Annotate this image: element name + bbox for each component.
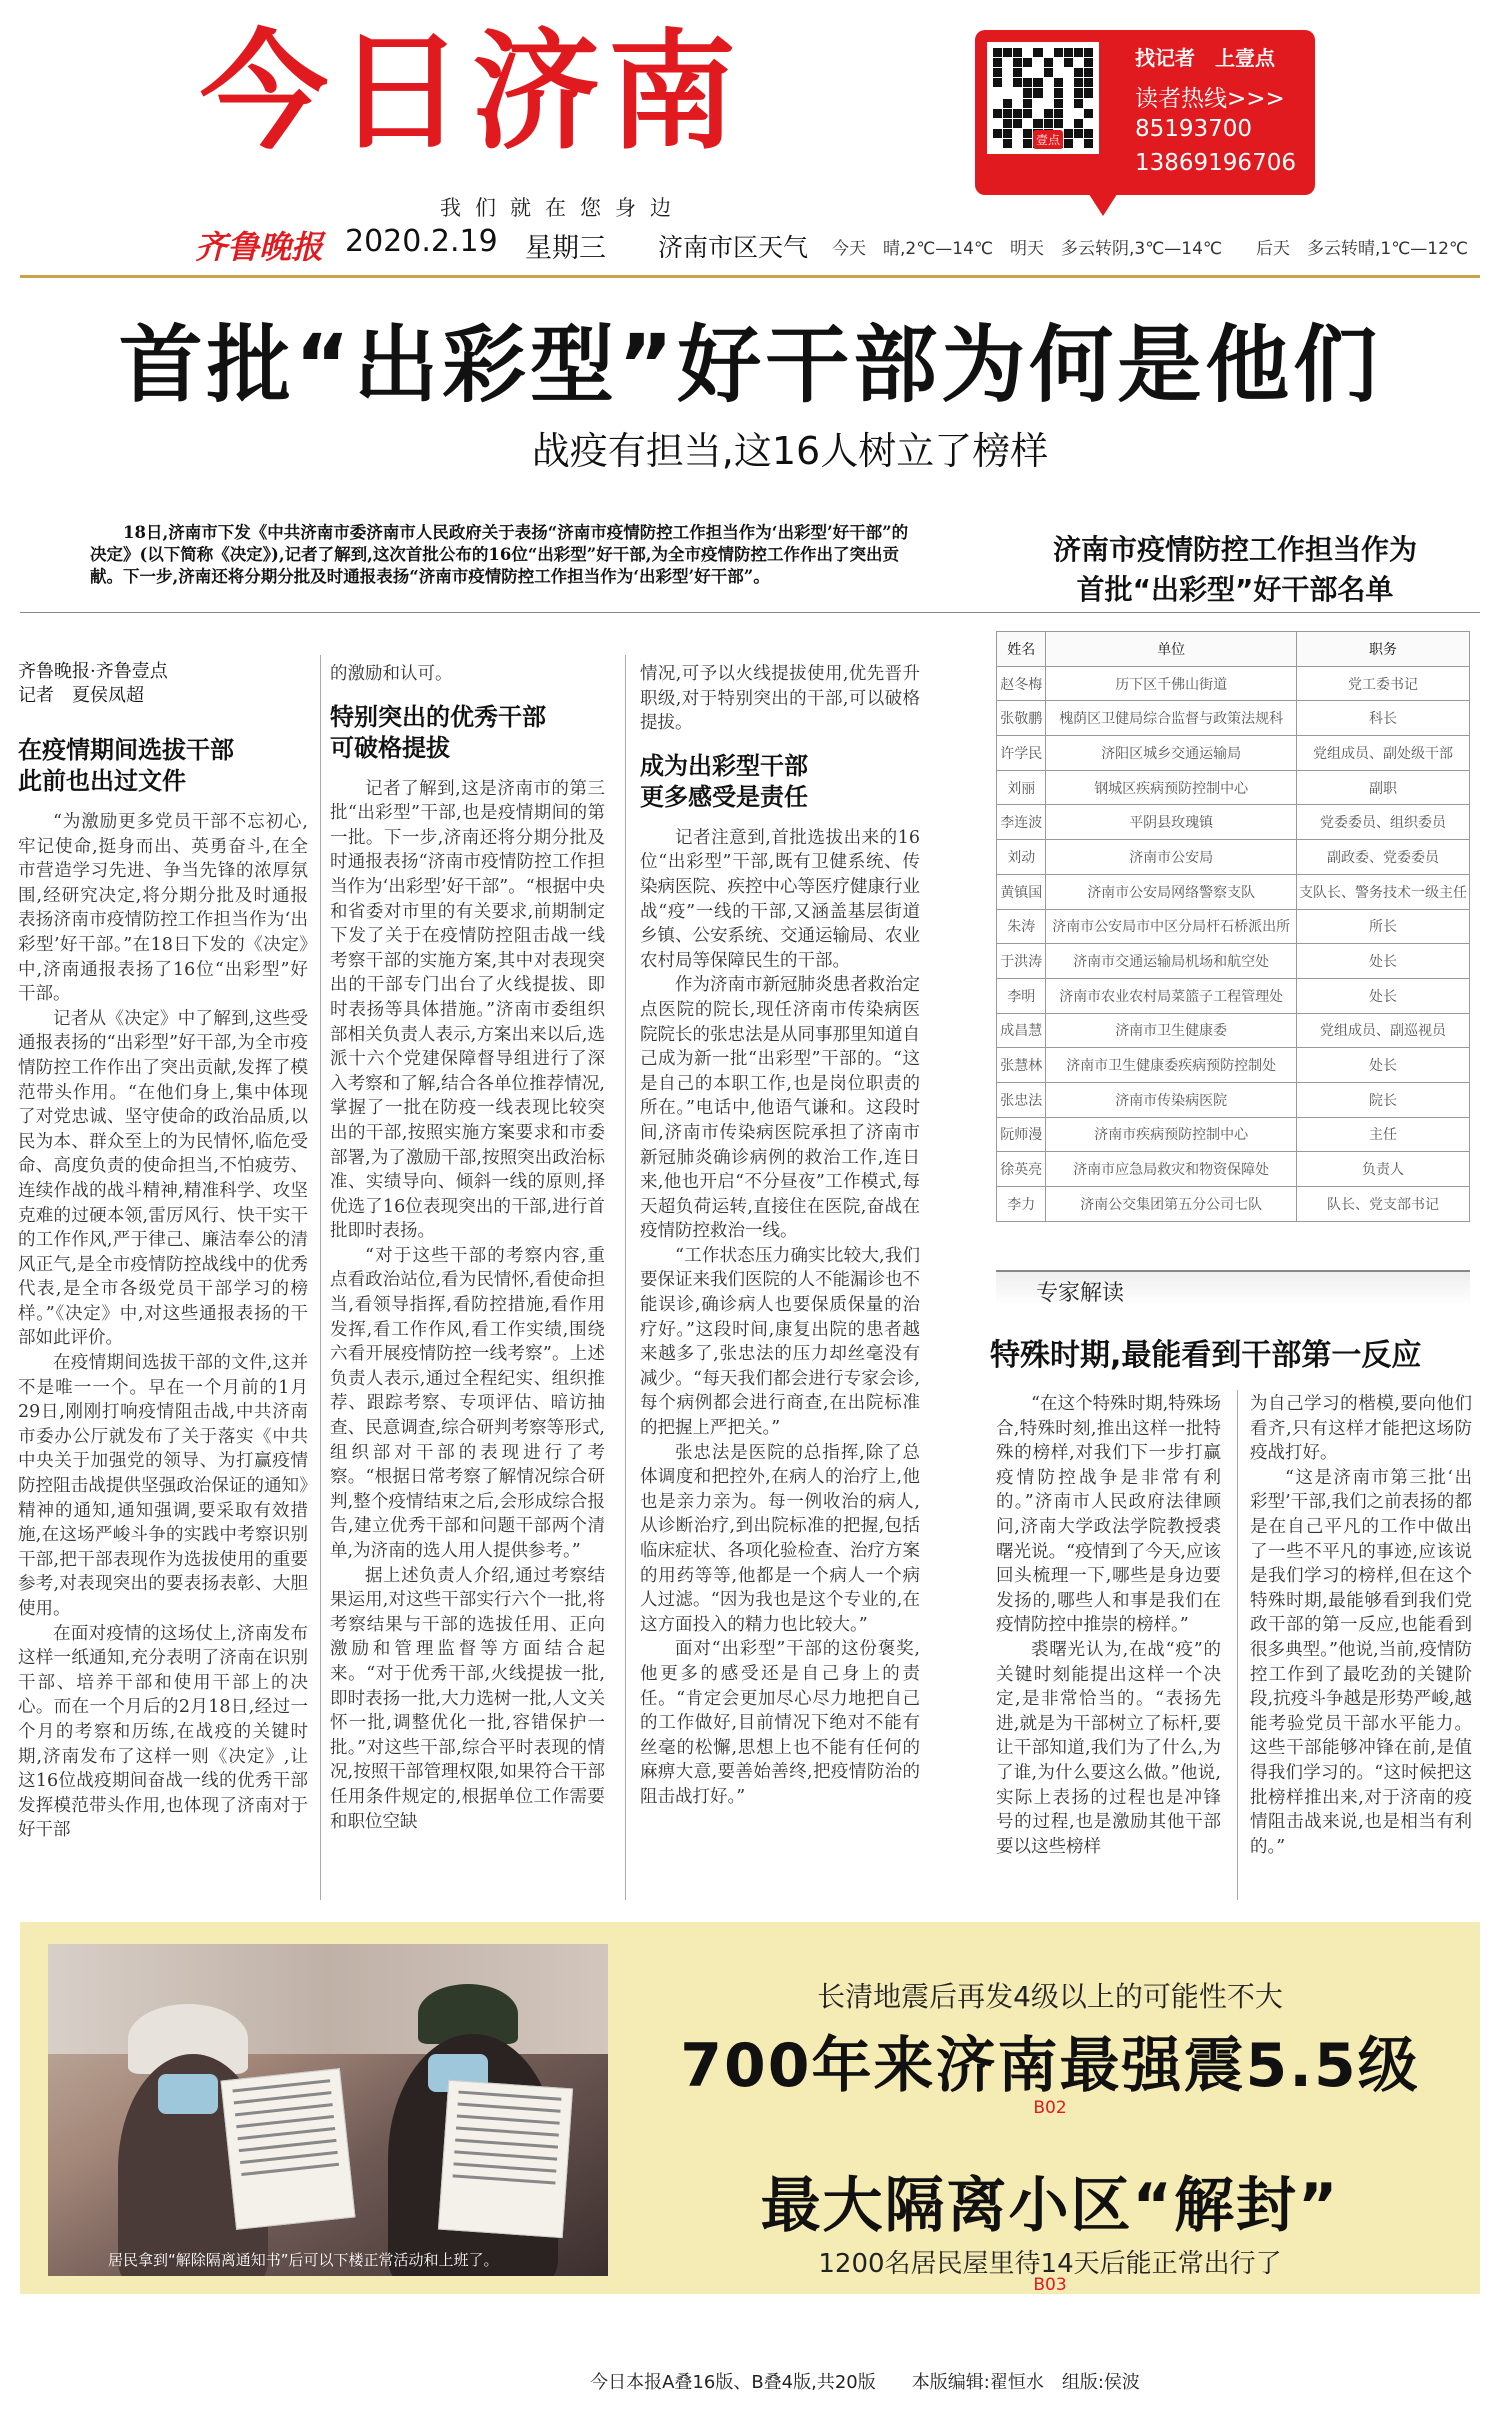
article-column-2 bbox=[330, 662, 605, 1900]
speech-tail bbox=[1085, 188, 1121, 216]
paragraph: 裘曙光认为,在战“疫”的关键时刻能提出这样一个决定,是非常恰当的。“表扬先进,就是为干部树立了标杆,要让干部知道,我们为了什么,为了谁,为什么要这么做。”他说,实际上表扬的过程也是冲锋号的过程,也是激励其他干部要以这些榜样 bbox=[996, 1639, 1221, 1857]
article-intro: 18日,济南市下发《中共济南市委济南市人民政府关于表扬“济南市疫情防控工作担当作为‘出彩型’好干部”的决定》(以下简称《决定》),记者了解到,这次首批公布的16位“出彩型”好干部,为全市疫情防控工作作出了突出贡献。下一步,济南还将分期分批及时通报表扬“济南市疫情防控工作担当作为‘出彩型’好干部”。 bbox=[90, 523, 909, 586]
unit-cell: 济南市传染病医院 bbox=[1046, 1082, 1297, 1117]
promo-2-title[interactable]: 最大隔离小区“解封” bbox=[760, 2171, 1340, 2241]
table-header-row bbox=[997, 632, 1470, 667]
name-cell: 李力 bbox=[997, 1187, 1046, 1222]
unit-cell: 济南市应急局救灾和物资保障处 bbox=[1046, 1152, 1297, 1187]
name-cell: 许学民 bbox=[997, 736, 1046, 771]
name-cell: 朱涛 bbox=[997, 909, 1046, 944]
promo-photo bbox=[48, 1944, 608, 2276]
promo-2-page: B03 bbox=[1033, 2275, 1067, 2295]
table-row bbox=[997, 978, 1470, 1013]
unit-cell: 济南市农业农村局菜篮子工程管理处 bbox=[1046, 978, 1297, 1013]
unit-cell: 济南市卫生健康委 bbox=[1046, 1013, 1297, 1048]
expert-column-left bbox=[996, 1392, 1221, 1902]
expert-tag-label: 专家解读 bbox=[1036, 1281, 1125, 1306]
notice-paper bbox=[438, 2080, 573, 2238]
position-cell: 党工委书记 bbox=[1296, 666, 1469, 701]
paragraph: “对于这些干部的考察内容,重点看政治站位,看为民情怀,看使命担当,看领导指挥,看防控措施,看作用发挥,看工作作风,看工作实绩,围绕六看开展疫情防控一线考察”。上述负责人表示,通过全程纪实、组织推荐、跟踪考察、专项评估、暗访抽查、民意调查,综合研判考察等形式,组织部对干部的表现进行了考察。“根据日常考察了解情况综合研判,整个疫情结束之后,会形成综合报告,建立优秀干部和问题干部两个清单,为济南的选人用人提供参考。” bbox=[330, 1245, 605, 1561]
position-cell: 处长 bbox=[1296, 944, 1469, 979]
unit-cell: 济南公交集团第五分公司七队 bbox=[1046, 1187, 1297, 1222]
paragraph: 记者了解到,这是济南市的第三批“出彩型”干部,也是疫情期间的第一批。下一步,济南还将分期分批及时通报表扬“济南市疫情防控工作担当作为‘出彩型’好干部”。“根据中央和省委对市里的有关要求,前期制定下发了关于在疫情防控阻击战一线考察干部的实施方案,其中对表现突出的干部专门出台了火线提拔、即时表扬等具体措施。”济南市委组织部相关负责人表示,方案出来以后,选派十六个党建保障督导组进行了深入考察和了解,结合各单位推荐情况,掌握了一批在防疫一线表现比较突出的干部,按照实施方案要求和市委部署,为了激励干部,按照突出政治标准、实绩导向、倾斜一线的原则,择优选了16位表现突出的干部,进行首批即时表扬。 bbox=[330, 778, 605, 1242]
paragraph: “为激励更多党员干部不忘初心,牢记使命,挺身而出、英勇奋斗,在全市营造学习先进、争当先锋的浓厚氛围,经研究决定,将分期分批及时通报表扬济南市疫情防控工作担当作为‘出彩型’好干部。”在18日下发的《决定》中,济南通报表扬了16位“出彩型”好干部。 bbox=[18, 812, 308, 1005]
column-rule bbox=[1237, 1390, 1238, 1900]
name-cell: 李明 bbox=[997, 978, 1046, 1013]
paragraph: 记者注意到,首批选拔出来的16位“出彩型”干部,既有卫健系统、传染病医院、疾控中心等医疗健康行业战“疫”一线的干部,又涵盖基层街道乡镇、公安系统、交通运输局、农业农村局等保障民生的干部。 bbox=[640, 827, 920, 971]
contact-tagline: 找记者 上壹点 bbox=[1135, 46, 1275, 70]
name-cell: 张忠法 bbox=[997, 1082, 1046, 1117]
unit-cell: 济南市公安局市中区分局杆石桥派出所 bbox=[1046, 909, 1297, 944]
weather-today: 今天 晴,2℃—14℃ bbox=[832, 239, 994, 259]
unit-cell: 济南市公安局网络警察支队 bbox=[1046, 874, 1297, 909]
table-row bbox=[997, 944, 1470, 979]
table-row bbox=[997, 1152, 1470, 1187]
issue-date: 2020.2.19 bbox=[345, 224, 498, 259]
table-row bbox=[997, 805, 1470, 840]
intro-divider bbox=[20, 612, 1480, 613]
table-row bbox=[997, 1013, 1470, 1048]
table-row bbox=[997, 770, 1470, 805]
table-row bbox=[997, 1117, 1470, 1152]
paragraph: 据上述负责人介绍,通过考察结果运用,对这些干部实行六个一批,将考察结果与干部的选拔任用、正向激励和管理监督等方面结合起来。“对于优秀干部,火线提拔一批,即时表扬一批,大力选树一批,人文关怀一批,调整优化一批,容错保护一批。”对这些干部,综合平时表现的情况,按照干部管理权限,如果符合干部任用条件规定的,根据单位工作需要和职位空缺 bbox=[330, 1565, 605, 1832]
paragraph: 在疫情期间选拔干部的文件,这并不是唯一一个。早在一个月前的1月29日,刚刚打响疫情阻击战,中共济南市委办公厅就发布了关于落实《中共中央关于加强党的领导、为打赢疫情防控阻击战提供坚强政治保证的通知》精神的通知,通知强调,要采取有效措施,在这场严峻斗争的实践中考察识别干部,把干部表现作为选拔使用的重要参考,对表现突出的要表扬表彰、大胆使用。 bbox=[18, 1353, 308, 1619]
position-cell: 科长 bbox=[1296, 701, 1469, 736]
promo-1-subtitle: 长清地震后再发4级以上的可能性不大 bbox=[817, 1980, 1283, 2013]
column-header: 职务 bbox=[1296, 632, 1469, 667]
table-row bbox=[997, 909, 1470, 944]
section-title-3: 成为出彩型干部 更多感受是责任 bbox=[640, 750, 808, 811]
unit-cell: 钢城区疾病预防控制中心 bbox=[1046, 770, 1297, 805]
name-cell: 徐英亮 bbox=[997, 1152, 1046, 1187]
position-cell: 队长、党支部书记 bbox=[1296, 1187, 1469, 1222]
photo-caption: 居民拿到“解除隔离通知书”后可以下楼正常活动和上班了。 bbox=[108, 2251, 499, 2269]
column-header: 姓名 bbox=[997, 632, 1046, 667]
table-row bbox=[997, 840, 1470, 875]
table-row bbox=[997, 1048, 1470, 1083]
table-row bbox=[997, 1187, 1470, 1222]
paragraph-continued: 的激励和认可。 bbox=[330, 664, 453, 684]
paragraph-continued: 为自己学习的楷模,要向他们看齐,只有这样才能把这场防疫战打好。 bbox=[1250, 1394, 1472, 1464]
contact-box bbox=[975, 30, 1315, 195]
position-cell: 负责人 bbox=[1296, 1152, 1469, 1187]
name-cell: 刘动 bbox=[997, 840, 1046, 875]
name-list-title: 济南市疫情防控工作担当作为 首批“出彩型”好干部名单 bbox=[1052, 533, 1417, 606]
main-subheadline: 战疫有担当,这16人树立了榜样 bbox=[531, 429, 1049, 473]
hotline-phone-1: 85193700 bbox=[1135, 116, 1253, 142]
paper-logo: 齐鲁晚报 bbox=[195, 228, 324, 266]
position-cell: 党委委员、组织委员 bbox=[1296, 805, 1469, 840]
paragraph-continued: 情况,可予以火线提拔使用,优先晋升职级,对于特别突出的干部,可以破格提拔。 bbox=[640, 664, 920, 734]
paragraph: 记者从《决定》中了解到,这些受通报表扬的“出彩型”好干部,为全市疫情防控工作作出了突出贡献,发挥了模范带头作用。“在他们身上,集中体现了对党忠诚、坚守使命的政治品质,以民为本、群众至上的为民情怀,临危受命、高度负责的使命担当,不怕疲劳、连续作战的战斗精神,精准科学、攻坚克难的过硬本领,雷厉风行、快干实干的工作作风,严于律己、廉洁奉公的清风正气,是全市疫情防控战线中的优秀代表,是全市各级党员干部学习的榜样。”《决定》中,对这些通报表扬的干部如此评价。 bbox=[18, 1008, 308, 1349]
qr-badge: 壹点 bbox=[1033, 130, 1063, 149]
paragraph: “在这个特殊时期,特殊场合,特殊时刻,推出这样一批特殊的榜样,对我们下一步打赢疫情防控战争是非常有利的。”济南市人民政府法律顾问,济南大学政法学院教授裘曙光说。“疫情到了今天,应该回头梳理一下,哪些是身边要发扬的,哪些人和事是我们在疫情防控中推崇的榜样。” bbox=[996, 1394, 1221, 1636]
name-cell: 李连波 bbox=[997, 805, 1046, 840]
article-column-3 bbox=[640, 662, 920, 1900]
position-cell: 处长 bbox=[1296, 1048, 1469, 1083]
position-cell: 院长 bbox=[1296, 1082, 1469, 1117]
masthead-title: 今日济南 bbox=[200, 18, 745, 167]
column-rule bbox=[625, 655, 626, 1900]
unit-cell: 济南市公安局 bbox=[1046, 840, 1297, 875]
position-cell: 副政委、党委委员 bbox=[1296, 840, 1469, 875]
position-cell: 副职 bbox=[1296, 770, 1469, 805]
weather-label: 济南市区天气 bbox=[658, 233, 809, 262]
position-cell: 处长 bbox=[1296, 978, 1469, 1013]
masthead-slogan: 我们就在您身边 bbox=[440, 196, 685, 220]
page-footer: 今日本报A叠16版、B叠4版,共20版 本版编辑:翟恒水 组版:侯波 bbox=[590, 2372, 1140, 2393]
hotline-phone-2: 13869196706 bbox=[1135, 150, 1296, 176]
byline-source: 齐鲁晚报·齐鲁壹点 bbox=[18, 661, 168, 682]
unit-cell: 济南市卫生健康委疾病预防控制处 bbox=[1046, 1048, 1297, 1083]
expert-tag bbox=[996, 1270, 1470, 1306]
name-cell: 张敬鹏 bbox=[997, 701, 1046, 736]
position-cell: 支队长、警务技术一级主任 bbox=[1296, 874, 1469, 909]
table-row bbox=[997, 701, 1470, 736]
name-cell: 赵冬梅 bbox=[997, 666, 1046, 701]
position-cell: 党组成员、副处级干部 bbox=[1296, 736, 1469, 771]
column-rule bbox=[320, 655, 321, 1900]
column-header: 单位 bbox=[1046, 632, 1297, 667]
name-cell: 张慧林 bbox=[997, 1048, 1046, 1083]
section-title-1: 在疫情期间选拔干部 此前也出过文件 bbox=[18, 735, 234, 795]
paragraph: 在面对疫情的这场仗上,济南发布这样一纸通知,充分表明了济南在识别干部、培养干部和使用干部上的决心。而在一个月后的2月18日,经过一个月的考察和历练,在战疫的关键时期,济南发布了这样一则《决定》,让这16位战疫期间奋战一线的优秀干部发挥模范带头作用,也体现了济南对于好干部 bbox=[18, 1623, 308, 1841]
unit-cell: 槐荫区卫健局综合监督与政策法规科 bbox=[1046, 701, 1297, 736]
promo-2-subtitle: 1200名居民屋里待14天后能正常出行了 bbox=[818, 2249, 1282, 2279]
article-column-1 bbox=[18, 660, 308, 1900]
table-row bbox=[997, 1082, 1470, 1117]
weather-day-after: 后天 多云转晴,1℃—12℃ bbox=[1256, 239, 1469, 259]
name-cell: 于洪涛 bbox=[997, 944, 1046, 979]
weather-tomorrow: 明天 多云转阴,3℃—14℃ bbox=[1010, 239, 1223, 259]
paragraph: 张忠法是医院的总指挥,除了总体调度和把控外,在病人的治疗上,他也是亲力亲为。每一例收治的病人,从诊断治疗,到出院标准的把握,包括临床症状、各项化验检查、治疗方案的用药等等,他都是一个病人一个病人过滤。“因为我也是这个专业的,在这方面投入的精力也比较大。” bbox=[640, 1442, 920, 1635]
table-row bbox=[997, 666, 1470, 701]
issue-weekday: 星期三 bbox=[525, 233, 606, 264]
hotline-label: 读者热线>>> bbox=[1135, 86, 1285, 112]
paragraph: 作为济南市新冠肺炎患者救治定点医院的院长,现任济南市传染病医院院长的张忠法是从同事那里知道自己成为新一批“出彩型”干部的。“这是自己的本职工作,也是岗位职责的所在。”电话中,他语气谦和。这段时间,济南市传染病医院承担了济南市新冠肺炎确诊病例的救治工作,连日来,他也开启“不分昼夜”工作模式,每天超负荷运转,直接住在医院,奋战在疫情防控救治一线。 bbox=[640, 975, 920, 1242]
promo-1-page: B02 bbox=[1033, 2098, 1067, 2118]
name-list-table bbox=[996, 631, 1470, 1222]
unit-cell: 济阳区城乡交通运输局 bbox=[1046, 736, 1297, 771]
paragraph: “这是济南市第三批‘出彩型’干部,我们之前表扬的都是在自己平凡的工作中做出了一些不平凡的事迹,应该说是我们学习的榜样,但在这个特殊时期,最能够看到我们党政干部的第一反应,也能看到很多典型。”他说,当前,疫情防控工作到了最吃劲的关键阶段,抗疫斗争越是形势严峻,越能考验党员干部水平能力。这些干部能够冲锋在前,是值得我们学习的。“这时候把这批榜样推出来,对于济南的疫情阻击战来说,也是相当有利的。” bbox=[1250, 1467, 1472, 1857]
notice-paper bbox=[220, 2068, 355, 2230]
position-cell: 主任 bbox=[1296, 1117, 1469, 1152]
expert-column-right bbox=[1250, 1392, 1472, 1902]
name-cell: 成昌慧 bbox=[997, 1013, 1046, 1048]
main-headline: 首批“出彩型”好干部为何是他们 bbox=[118, 316, 1382, 414]
unit-cell: 济南市疾病预防控制中心 bbox=[1046, 1117, 1297, 1152]
name-cell: 黄镇国 bbox=[997, 874, 1046, 909]
byline-reporter: 记者 夏侯凤超 bbox=[18, 685, 144, 706]
face-mask bbox=[158, 2074, 218, 2114]
name-cell: 阮师漫 bbox=[997, 1117, 1046, 1152]
paragraph: “工作状态压力确实比较大,我们要保证来我们医院的人不能漏诊也不能误诊,确诊病人也要保质保量的治疗好。”这段时间,康复出院的患者越来越多了,张忠法的压力却丝毫没有减少。“每天我们都会进行专家会诊,每个病例都会进行商查,在出院标准的把握上严把关。” bbox=[640, 1245, 920, 1439]
position-cell: 党组成员、副巡视员 bbox=[1296, 1013, 1469, 1048]
unit-cell: 历下区千佛山街道 bbox=[1046, 666, 1297, 701]
position-cell: 所长 bbox=[1296, 909, 1469, 944]
unit-cell: 济南市交通运输局机场和航空处 bbox=[1046, 944, 1297, 979]
table-row bbox=[997, 874, 1470, 909]
table-row bbox=[997, 736, 1470, 771]
unit-cell: 平阴县玫瑰镇 bbox=[1046, 805, 1297, 840]
expert-title: 特殊时期,最能看到干部第一反应 bbox=[990, 1338, 1422, 1373]
section-title-2: 特别突出的优秀干部 可破格提拔 bbox=[330, 701, 546, 762]
promo-1-title[interactable]: 700年来济南最强震5.5级 bbox=[680, 2031, 1420, 2101]
name-cell: 刘丽 bbox=[997, 770, 1046, 805]
paragraph: 面对“出彩型”干部的这份褒奖,他更多的感受还是自己身上的责任。“肯定会更加尽心尽力地把自己的工作做好,目前情况下绝对不能有丝毫的松懈,思想上也不能有任何的麻痹大意,要善始善终,把疫情防治的阻击战打好。” bbox=[640, 1639, 920, 1807]
